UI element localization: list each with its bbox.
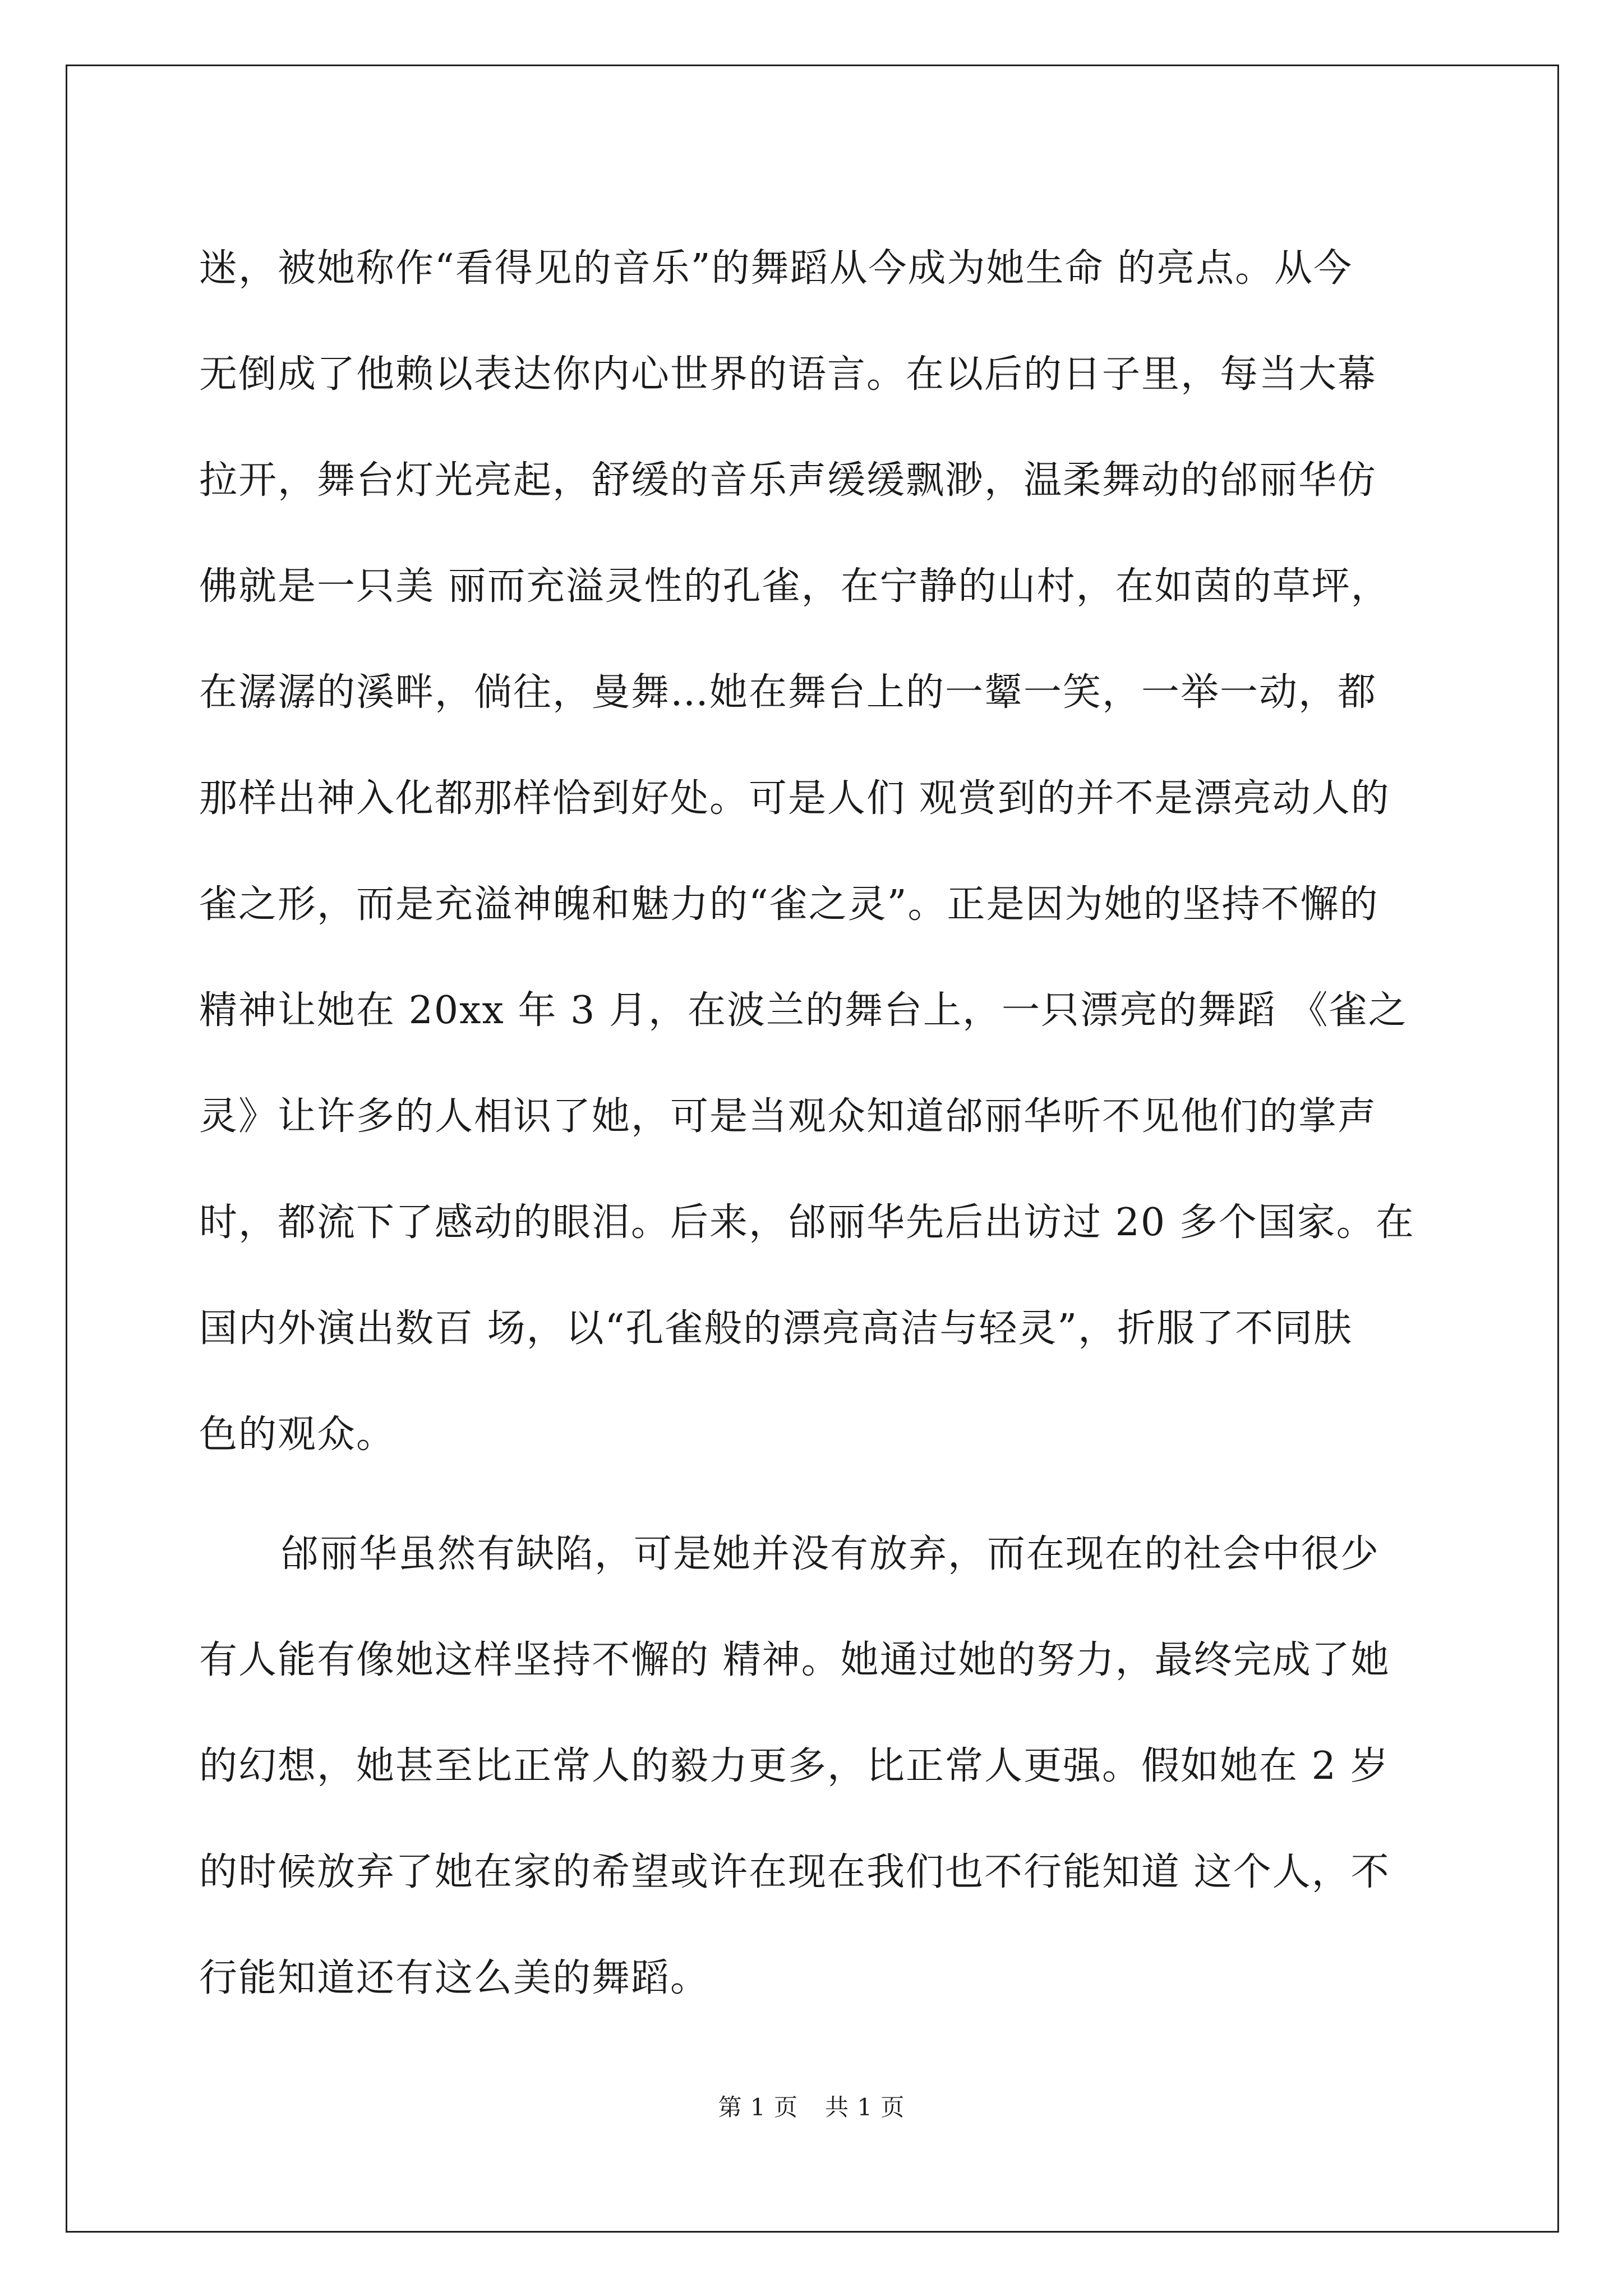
text-line: 行能知道还有这么美的舞蹈。 [199,1956,710,2000]
text-line: 色的观众。 [199,1412,396,1457]
text-line: 有人能有像她这样坚持不懈的 精神。她通过她的努力，最终完成了她 [199,1638,1390,1682]
document-body [199,215,1450,2031]
text-line: 时，都流下了感动的眼泪。后来，邰丽华先后出访过 20 多个国家。在 [199,1200,1415,1245]
text-line: 精神让她在 20xx 年 3 月，在波兰的舞台上，一只漂亮的舞蹈 《雀之 [199,988,1408,1033]
text-line: 迷，被她称作“看得见的音乐”的舞蹈从今成为她生命 的亮点。从今 [199,246,1353,291]
text-line: 的幻想，她甚至比正常人的毅力更多，比正常人更强。假如她在 2 岁 [199,1744,1390,1788]
paragraph-2 [199,1501,1450,2031]
text-line: 那样出神入化都那样恰到好处。可是人们 观赏到的并不是漂亮动人的 [199,776,1390,821]
text-line: 国内外演出数百 场，以“孔雀般的漂亮高洁与轻灵”，折服了不同肤 [199,1306,1353,1351]
text-line-first-indented: 邰丽华虽然有缺陷，可是她并没有放弃，而在现在的社会中很少 [280,1532,1380,1576]
paragraph-1 [199,215,1450,1488]
text-line: 灵》让许多的人相识了她，可是当观众知道邰丽华听不见他们的掌声 [199,1094,1377,1139]
text-line: 雀之形，而是充溢神魄和魅力的“雀之灵”。正是因为她的坚持不懈的 [199,882,1379,927]
text-line: 拉开，舞台灯光亮起，舒缓的音乐声缓缓飘渺，温柔舞动的邰丽华仿 [199,458,1377,503]
page-footer [0,2089,1623,2123]
paragraph-spacer [199,1488,1450,1501]
text-line: 的时候放弃了她在家的希望或许在现在我们也不行能知道 这个人，不 [199,1850,1390,1894]
text-line: 在潺潺的溪畔，倘往，曼舞…她在舞台上的一颦一笑，一举一动，都 [199,670,1377,715]
page-number: 第 1 页 [718,2093,798,2121]
page-total: 共 1 页 [825,2093,905,2121]
text-line: 佛就是一只美 丽而充溢灵性的孔雀，在宁静的山村，在如茵的草坪， [199,564,1390,609]
text-line: 无倒成了他赖以表达你内心世界的语言。在以后的日子里，每当大幕 [199,352,1377,397]
